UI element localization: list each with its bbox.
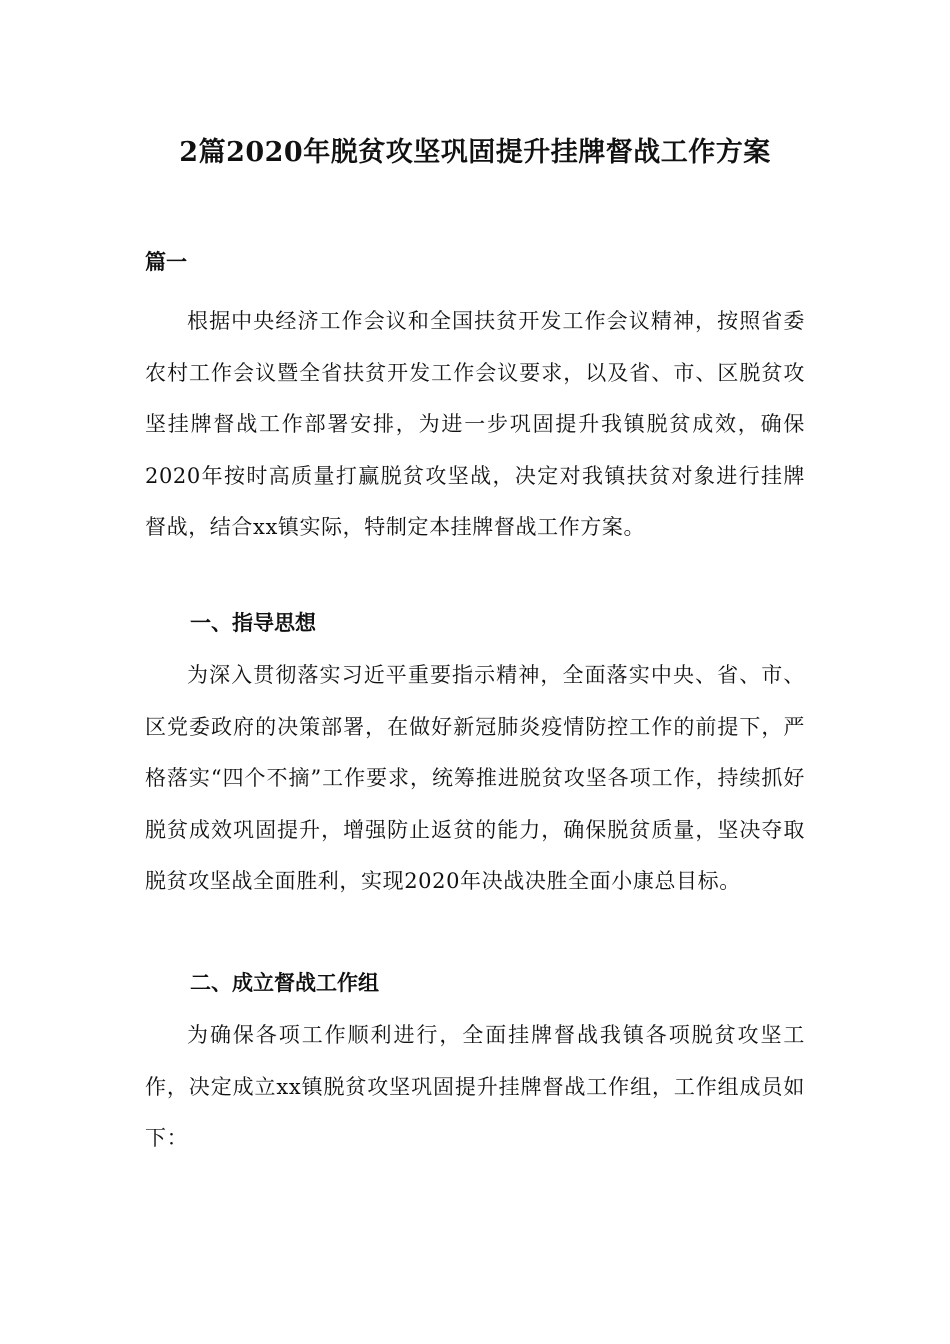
heading-working-group: 二、成立督战工作组 (190, 970, 379, 995)
paragraph-guiding-thought: 为深入贯彻落实习近平重要指示精神，全面落实中央、省、市、区党委政府的决策部署，在做好新冠肺炎疫情防控工作的前提下，严格落实“四个不摘”工作要求，统筹推进脱贫攻坚各项工作，持续抓好脱贫成效巩固提升，增强防止返贫的能力，确保脱贫质量，坚决夺取脱贫攻坚战全面胜利，实现2020年决战决胜全面小康总目标。 (145, 663, 805, 893)
document-title: 2篇2020年脱贫攻坚巩固提升挂牌督战工作方案 (179, 137, 771, 168)
paragraph-working-group: 为确保各项工作顺利进行，全面挂牌督战我镇各项脱贫攻坚工作，决定成立xx镇脱贫攻坚巩固提升挂牌督战工作组，工作组成员如下： (145, 1023, 805, 1150)
section-label: 篇一 (145, 249, 187, 274)
paragraph-intro: 根据中央经济工作会议和全国扶贫开发工作会议精神，按照省委农村工作会议暨全省扶贫开发工作会议要求，以及省、市、区脱贫攻坚挂牌督战工作部署安排，为进一步巩固提升我镇脱贫成效，确保2020年按时高质量打赢脱贫攻坚战，决定对我镇扶贫对象进行挂牌督战，结合xx镇实际，特制定本挂牌督战工作方案。 (145, 309, 805, 539)
heading-guiding-thought: 一、指导思想 (190, 610, 316, 635)
